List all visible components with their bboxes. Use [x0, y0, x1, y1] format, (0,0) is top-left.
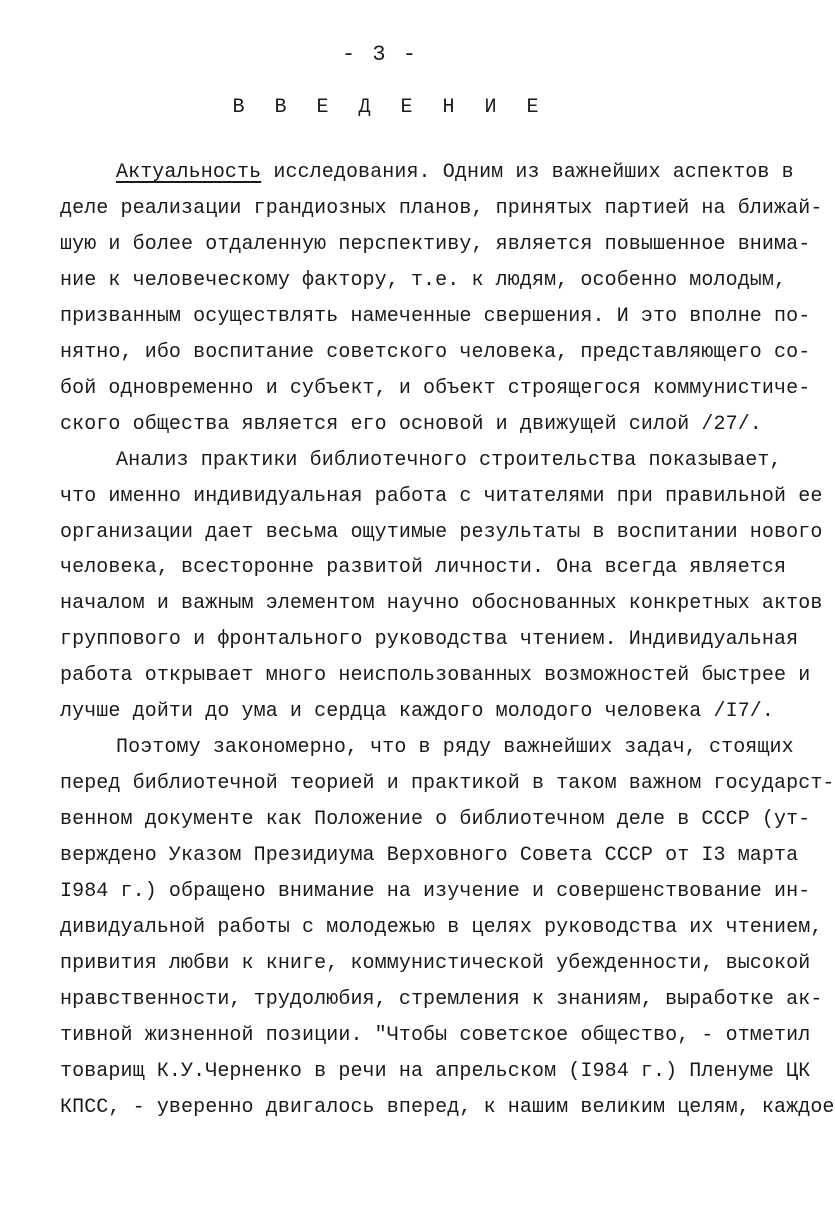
- paragraph1-line8: ского общества является его основой и движущей силой /27/.: [60, 413, 762, 436]
- paragraph1-line4: ние к человеческому фактору, т.е. к людям, особенно молодым,: [60, 269, 787, 292]
- paragraph2-line8: лучше дойти до ума и сердца каждого молодого человека /I7/.: [60, 700, 775, 723]
- paragraph2-line3: организации дает весьма ощутимые результаты в воспитании нового: [60, 521, 823, 544]
- paragraph2-line7: работа открывает много неиспользованных возможностей быстрее и: [60, 664, 811, 687]
- paragraph3-line2: перед библиотечной теорией и практикой в таком важном государст-: [60, 772, 835, 795]
- paragraph1-line6: нятно, ибо воспитание советского человека, представляющего со-: [60, 341, 811, 364]
- paragraph3-line1: Поэтому закономерно, что в ряду важнейших задач, стоящих: [116, 736, 794, 759]
- paragraph1-line7: бой одновременно и субъект, и объект строящегося коммунистиче-: [60, 377, 811, 400]
- page-number: - 3 -: [341, 42, 418, 67]
- paragraph2-line2: что именно индивидуальная работа с читателями при правильной ее: [60, 485, 823, 508]
- paragraph3-line6: дивидуальной работы с молодежью в целях руководства их чтением,: [60, 916, 823, 939]
- paragraph3-line9: тивной жизненной позиции. "Чтобы советское общество, - отметил: [60, 1024, 811, 1047]
- paragraph3-line7: привития любви к книге, коммунистической убежденности, высокой: [60, 952, 811, 975]
- paragraph2-line4: человека, всесторонне развитой личности. Она всегда является: [60, 556, 787, 579]
- section-heading: В В Е Д Е Н И Е: [232, 96, 548, 119]
- paragraph2-line6: группового и фронтального руководства чтением. Индивидуальная: [60, 628, 799, 651]
- paragraph3-line10: товарищ К.У.Черненко в речи на апрельском (I984 г.) Пленуме ЦК: [60, 1060, 811, 1083]
- paragraph3-line5: I984 г.) обращено внимание на изучение и совершенствование ин-: [60, 880, 811, 903]
- paragraph3-line4: верждено Указом Президиума Верховного Совета СССР от I3 марта: [60, 844, 799, 867]
- paragraph3-line11: КПСС, - уверенно двигалось вперед, к нашим великим целям, каждое: [60, 1096, 835, 1119]
- paragraph3-line8: нравственности, трудолюбия, стремления к знаниям, выработке ак-: [60, 988, 823, 1011]
- paragraph1-line5: призванным осуществлять намеченные свершения. И это вполне по-: [60, 305, 811, 328]
- paragraph1-line1: [116, 160, 794, 186]
- paragraph3-line3: венном документе как Положение о библиотечном деле в СССР (ут-: [60, 808, 811, 831]
- paragraph2-line1: Анализ практики библиотечного строительства показывает,: [116, 449, 782, 472]
- paragraph1-line2: деле реализации грандиозных планов, принятых партией на ближай-: [60, 197, 823, 220]
- paragraph1-line1-text: исследования. Одним из важнейших аспектов в: [261, 161, 794, 184]
- paragraph1-line3: шую и более отдаленную перспективу, является повышенное внима-: [60, 233, 811, 256]
- underlined-term: Актуальность: [116, 161, 262, 184]
- paragraph2-line5: началом и важным элементом научно обоснованных конкретных актов: [60, 592, 823, 615]
